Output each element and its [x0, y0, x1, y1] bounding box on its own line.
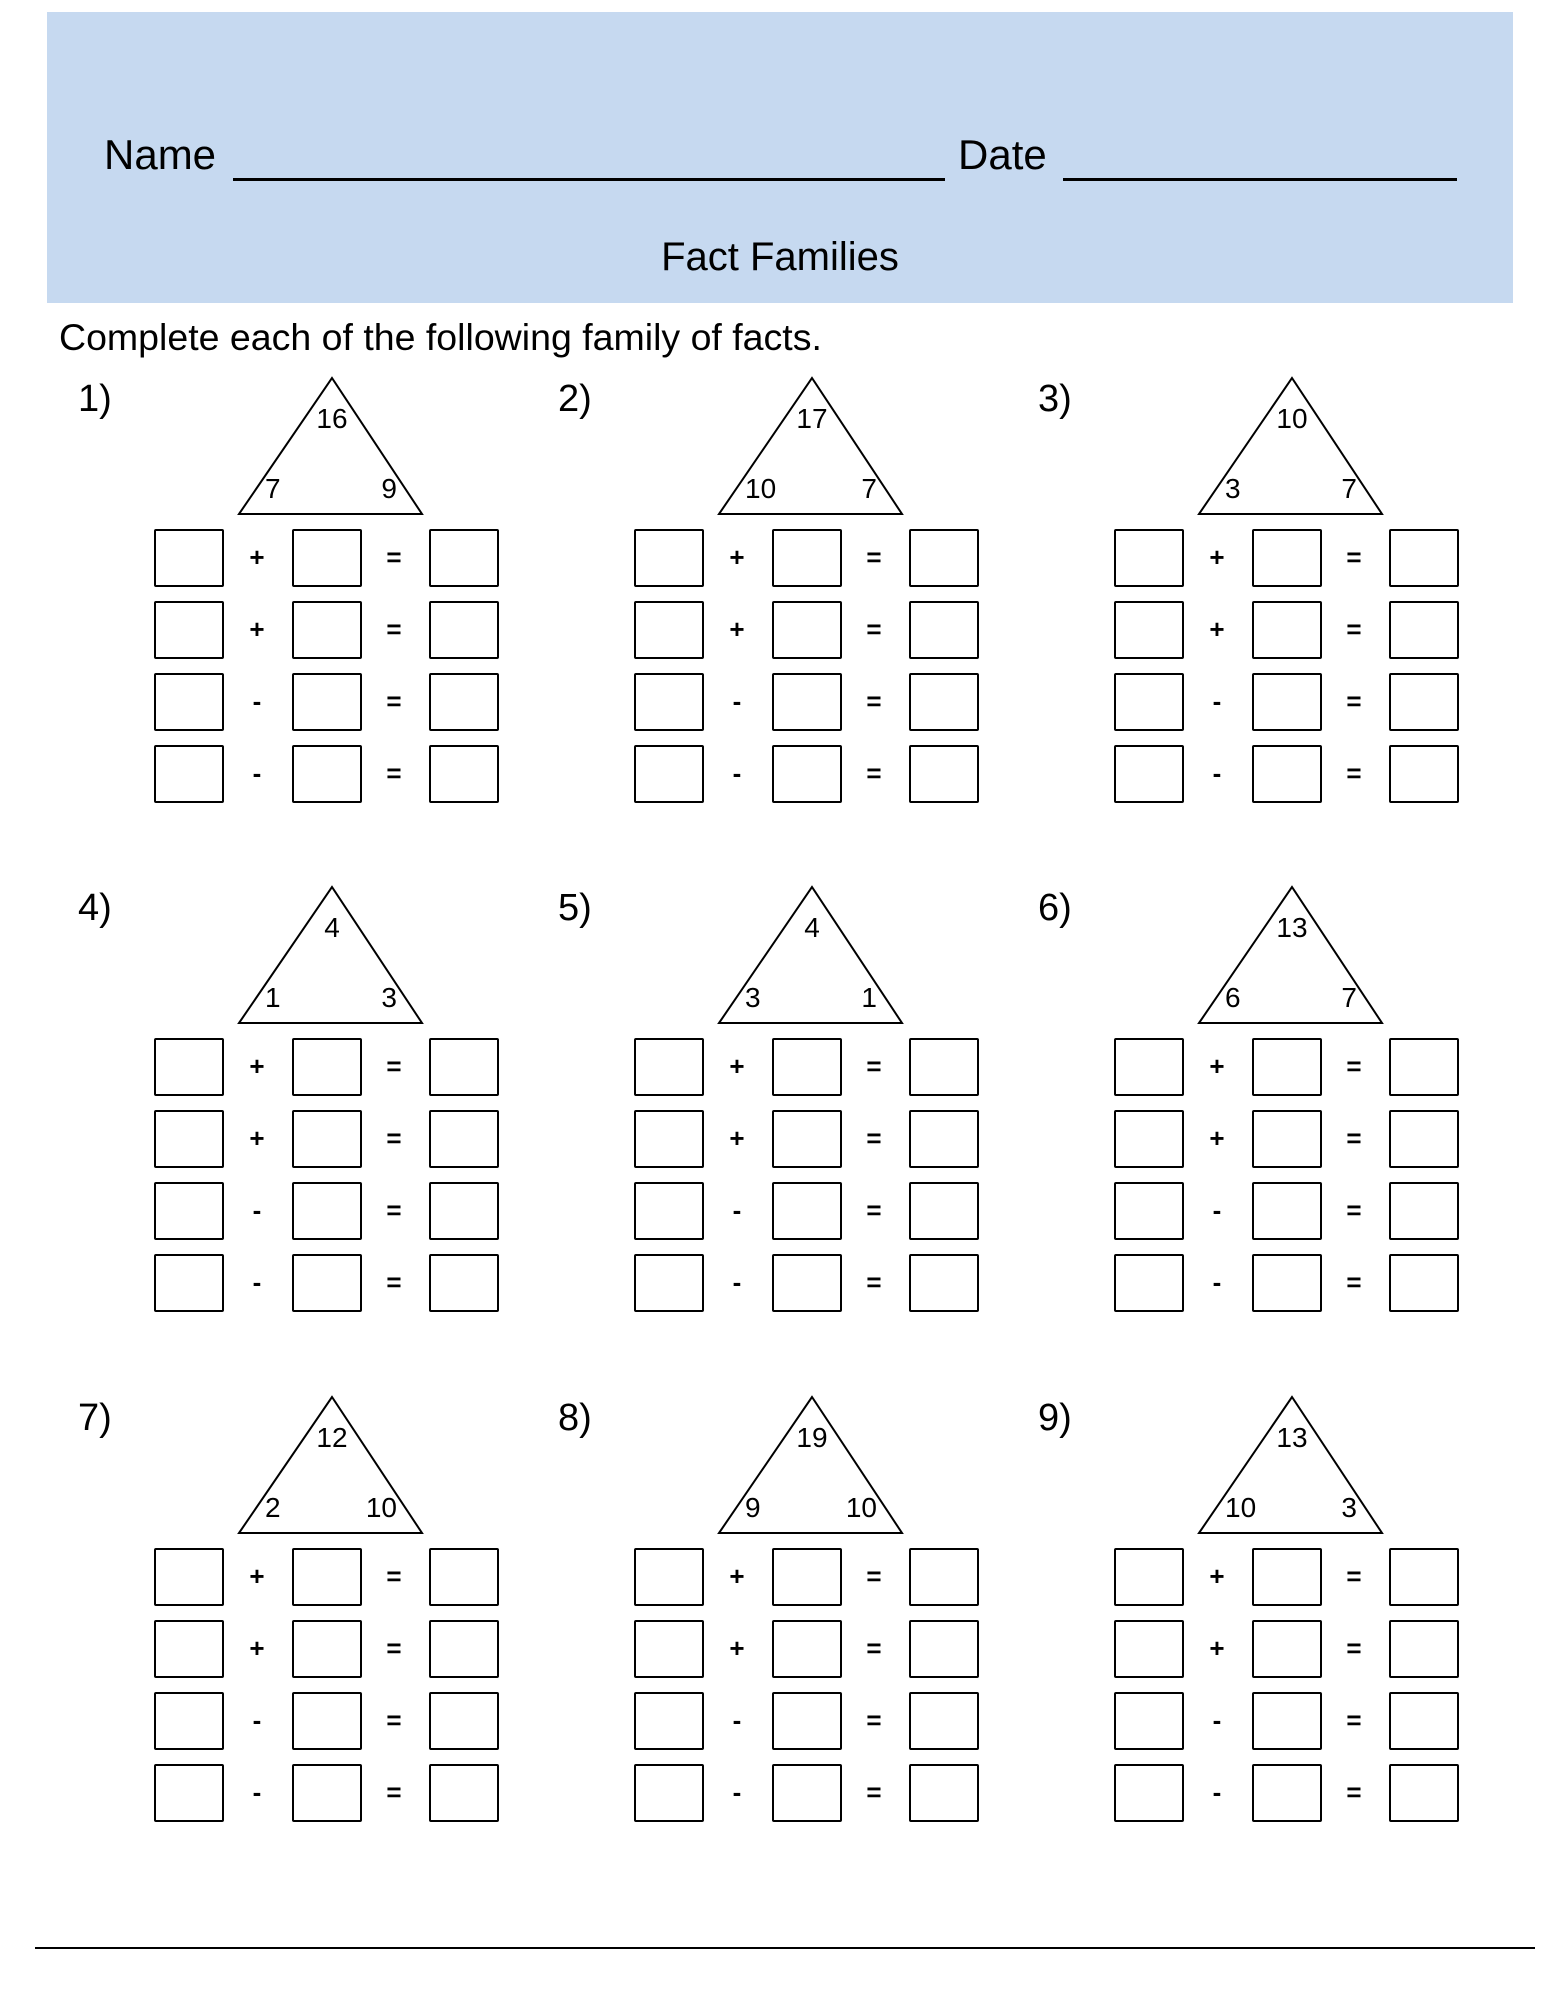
answer-box[interactable] — [909, 1692, 979, 1750]
problem-number: 8) — [558, 1397, 592, 1439]
problem-number: 9) — [1038, 1397, 1072, 1439]
operator-sign: + — [729, 1633, 745, 1663]
triangle-sum: 12 — [316, 1422, 348, 1453]
problem-number: 5) — [558, 887, 592, 929]
triangle-addend-right: 3 — [381, 982, 397, 1013]
answer-box[interactable] — [634, 1548, 704, 1606]
answer-box[interactable] — [429, 1692, 499, 1750]
operator-sign: - — [1212, 1705, 1222, 1735]
answer-box[interactable] — [1389, 1764, 1459, 1822]
triangle-addend-left: 6 — [1225, 982, 1241, 1013]
equals-sign: = — [1346, 1633, 1362, 1663]
triangle-addend-right: 7 — [861, 473, 877, 504]
equals-sign: = — [386, 1123, 402, 1153]
operator-sign: + — [249, 614, 265, 644]
equals-sign: = — [386, 758, 402, 788]
equals-sign: = — [1346, 542, 1362, 572]
operator-sign: - — [252, 686, 262, 716]
equals-sign: = — [1346, 1561, 1362, 1591]
answer-box[interactable] — [1114, 1692, 1184, 1750]
problem-number: 4) — [78, 887, 112, 929]
equals-sign: = — [866, 758, 882, 788]
operator-sign: + — [1209, 614, 1225, 644]
answer-box[interactable] — [1114, 1764, 1184, 1822]
problem-number: 3) — [1038, 378, 1072, 420]
equals-sign: = — [866, 1195, 882, 1225]
operator-sign: - — [1212, 1267, 1222, 1297]
answer-box[interactable] — [909, 1764, 979, 1822]
equals-sign: = — [386, 542, 402, 572]
triangle-addend-right: 9 — [381, 473, 397, 504]
answer-box[interactable] — [429, 1764, 499, 1822]
problem-number: 7) — [78, 1397, 112, 1439]
equals-sign: = — [386, 1705, 402, 1735]
answer-box[interactable] — [1389, 1692, 1459, 1750]
operator-sign: + — [729, 1561, 745, 1591]
answer-box[interactable] — [154, 1548, 224, 1606]
triangle-sum: 17 — [796, 403, 828, 434]
equals-sign: = — [866, 686, 882, 716]
operator-sign: - — [252, 758, 262, 788]
equals-sign: = — [1346, 1051, 1362, 1081]
equals-sign: = — [1346, 1267, 1362, 1297]
equals-sign: = — [1346, 758, 1362, 788]
triangle-addend-right: 7 — [1341, 473, 1357, 504]
equals-sign: = — [866, 1633, 882, 1663]
answer-box[interactable] — [634, 1764, 704, 1822]
equals-sign: = — [866, 1267, 882, 1297]
operator-sign: - — [732, 758, 742, 788]
operator-sign: + — [249, 542, 265, 572]
operator-sign: + — [249, 1633, 265, 1663]
operator-sign: + — [1209, 542, 1225, 572]
triangle-addend-left: 10 — [745, 473, 777, 504]
equals-sign: = — [866, 1777, 882, 1807]
triangle-addend-left: 3 — [745, 982, 761, 1013]
answer-box[interactable] — [292, 1548, 362, 1606]
equals-sign: = — [386, 614, 402, 644]
operator-sign: + — [1209, 1051, 1225, 1081]
operator-sign: - — [1212, 1195, 1222, 1225]
fact-family-problem — [0, 1019, 480, 1807]
answer-box[interactable] — [1252, 1764, 1322, 1822]
operator-sign: - — [732, 1705, 742, 1735]
equals-sign: = — [386, 1633, 402, 1663]
operator-sign: - — [252, 1777, 262, 1807]
answer-box[interactable] — [772, 1620, 842, 1678]
answer-box[interactable] — [772, 1548, 842, 1606]
triangle-sum: 19 — [796, 1422, 828, 1453]
triangle-sum: 13 — [1276, 1422, 1308, 1453]
fact-family-problem — [960, 509, 1440, 1297]
fact-family-problem — [960, 0, 1440, 788]
operator-sign: + — [729, 1123, 745, 1153]
answer-box[interactable] — [909, 1548, 979, 1606]
equals-sign: = — [386, 1777, 402, 1807]
date-label: Date — [958, 131, 1047, 178]
answer-box[interactable] — [1389, 1620, 1459, 1678]
operator-sign: - — [732, 1777, 742, 1807]
triangle-sum: 13 — [1276, 912, 1308, 943]
answer-box[interactable] — [292, 1764, 362, 1822]
operator-sign: + — [249, 1561, 265, 1591]
triangle-addend-left: 2 — [265, 1492, 281, 1523]
equals-sign: = — [1346, 614, 1362, 644]
equals-sign: = — [386, 1195, 402, 1225]
answer-box[interactable] — [772, 1692, 842, 1750]
operator-sign: - — [252, 1267, 262, 1297]
answer-box[interactable] — [772, 1764, 842, 1822]
answer-box[interactable] — [154, 1620, 224, 1678]
triangle-addend-right: 10 — [365, 1492, 397, 1523]
answer-box[interactable] — [292, 1692, 362, 1750]
operator-sign: + — [729, 1051, 745, 1081]
triangle-addend-right: 7 — [1341, 982, 1357, 1013]
fact-family-problem — [480, 509, 960, 1297]
triangle-addend-right: 3 — [1341, 1492, 1357, 1523]
triangle-addend-left: 7 — [265, 473, 281, 504]
operator-sign: + — [249, 1123, 265, 1153]
footer-divider — [35, 1947, 1535, 1949]
fact-family-problem — [0, 0, 480, 788]
operator-sign: + — [1209, 1561, 1225, 1591]
operator-sign: - — [252, 1705, 262, 1735]
operator-sign: - — [252, 1195, 262, 1225]
answer-box[interactable] — [634, 1620, 704, 1678]
answer-box[interactable] — [909, 1620, 979, 1678]
answer-box[interactable] — [634, 1692, 704, 1750]
equals-sign: = — [1346, 686, 1362, 716]
answer-box[interactable] — [1252, 1620, 1322, 1678]
operator-sign: - — [1212, 686, 1222, 716]
operator-sign: - — [732, 1195, 742, 1225]
answer-box[interactable] — [1114, 1620, 1184, 1678]
operator-sign: - — [732, 686, 742, 716]
operator-sign: + — [729, 614, 745, 644]
equals-sign: = — [1346, 1123, 1362, 1153]
answer-box[interactable] — [154, 1764, 224, 1822]
triangle-addend-left: 9 — [745, 1492, 761, 1523]
equals-sign: = — [386, 1267, 402, 1297]
triangle-sum: 16 — [316, 403, 348, 434]
equals-sign: = — [386, 686, 402, 716]
problem-number: 1) — [78, 378, 112, 420]
worksheet-title: Fact Families — [661, 235, 899, 279]
equals-sign: = — [1346, 1705, 1362, 1735]
equals-sign: = — [866, 1561, 882, 1591]
equals-sign: = — [866, 1123, 882, 1153]
triangle-sum: 4 — [324, 912, 340, 943]
fact-family-problem — [960, 1019, 1440, 1807]
answer-box[interactable] — [1252, 1692, 1322, 1750]
answer-box[interactable] — [429, 1620, 499, 1678]
triangle-sum: 10 — [1276, 403, 1308, 434]
equals-sign: = — [1346, 1195, 1362, 1225]
equals-sign: = — [1346, 1777, 1362, 1807]
fact-family-problem — [0, 509, 480, 1297]
operator-sign: + — [249, 1051, 265, 1081]
operator-sign: + — [729, 542, 745, 572]
operator-sign: - — [1212, 758, 1222, 788]
operator-sign: + — [1209, 1633, 1225, 1663]
equals-sign: = — [866, 542, 882, 572]
answer-box[interactable] — [1114, 1548, 1184, 1606]
triangle-addend-left: 1 — [265, 982, 281, 1013]
triangle-addend-left: 3 — [1225, 473, 1241, 504]
operator-sign: - — [1212, 1777, 1222, 1807]
instructions-text: Complete each of the following family of facts. — [59, 316, 822, 358]
fact-family-problem — [480, 1019, 960, 1807]
name-label: Name — [104, 131, 217, 178]
equals-sign: = — [866, 1051, 882, 1081]
equals-sign: = — [866, 1705, 882, 1735]
fact-family-problem — [480, 0, 960, 788]
triangle-sum: 4 — [804, 912, 820, 943]
equals-sign: = — [386, 1051, 402, 1081]
equals-sign: = — [866, 614, 882, 644]
answer-box[interactable] — [292, 1620, 362, 1678]
equals-sign: = — [386, 1561, 402, 1591]
operator-sign: + — [1209, 1123, 1225, 1153]
problem-number: 6) — [1038, 887, 1072, 929]
problem-number: 2) — [558, 378, 592, 420]
triangle-addend-left: 10 — [1225, 1492, 1257, 1523]
answer-box[interactable] — [154, 1692, 224, 1750]
triangle-addend-right: 1 — [861, 982, 877, 1013]
answer-box[interactable] — [429, 1548, 499, 1606]
answer-box[interactable] — [1389, 1548, 1459, 1606]
answer-box[interactable] — [1252, 1548, 1322, 1606]
triangle-addend-right: 10 — [845, 1492, 877, 1523]
operator-sign: - — [732, 1267, 742, 1297]
